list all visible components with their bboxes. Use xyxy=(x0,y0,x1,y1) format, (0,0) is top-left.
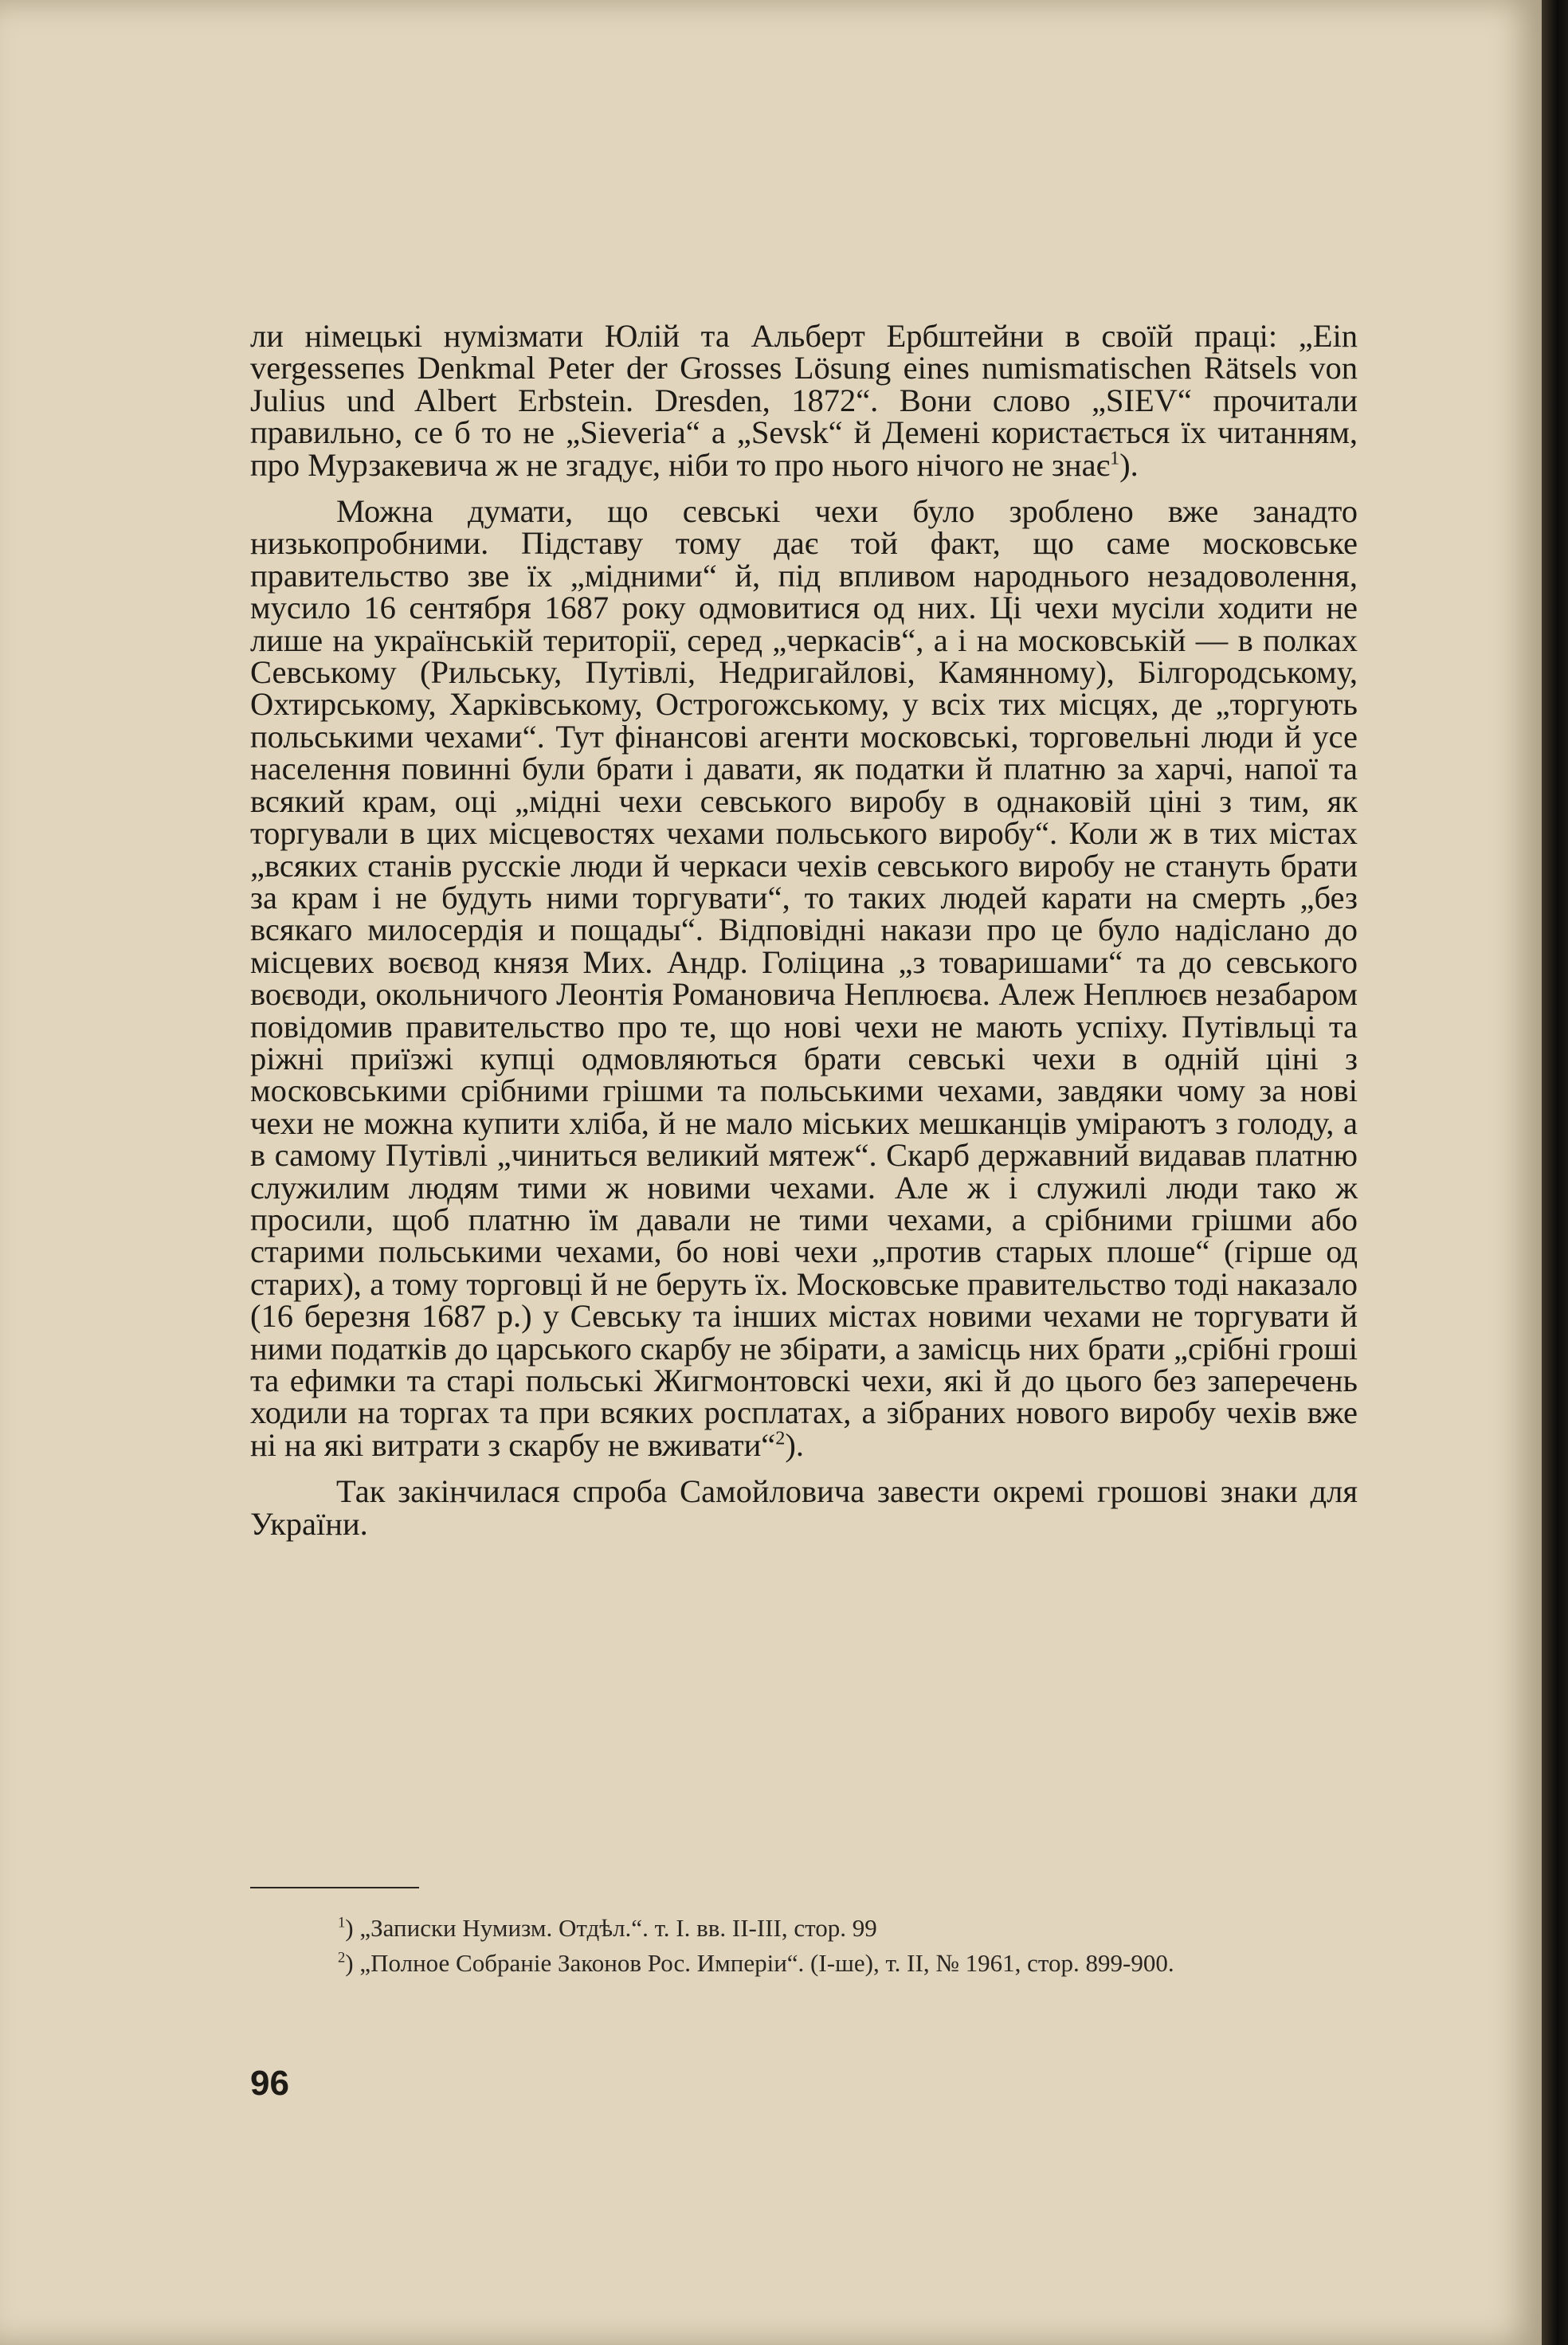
paragraph-1 xyxy=(250,320,1358,481)
book-binding-edge xyxy=(1542,0,1568,2345)
paragraph-2-tail: ). xyxy=(785,1426,805,1463)
main-text xyxy=(250,320,1358,1540)
footnote-1 xyxy=(250,1914,1358,1943)
footnote-2 xyxy=(250,1949,1358,1978)
paragraph-3 xyxy=(250,1473,1358,1542)
page-number: 96 xyxy=(250,2064,289,2103)
footnote-2-marker: 2 xyxy=(338,1949,346,1967)
footnote-1-marker: 1 xyxy=(338,1914,346,1931)
paragraph-3-text: Так закінчилася спроба Самойловича завести окремі грошові знаки для України. xyxy=(250,1473,1358,1542)
footnote-1-text: ) „Записки Нумизм. Отдѣл.“. т. І. вв. ІІ-ІІІ, стор. 99 xyxy=(345,1914,877,1942)
paragraph-2 xyxy=(250,493,1358,1463)
footnote-ref-1: 1 xyxy=(1110,447,1120,469)
footnote-ref-2: 2 xyxy=(775,1427,786,1449)
footnote-2-text: ) „Полное Собраніе Законов Рос. Имперіи“. (І-ше), т. ІІ, № 1961, стор. 899-900. xyxy=(345,1949,1174,1977)
paragraph-1-text: ли німецькі нумізмати Юлій та Альберт Ербштейни в своїй праці: „Ein vergesseпes Denkmal Peter der Grosses Lösung eines numismatischen Rätsels von Julius und Albert Erbstein. Dresden, 1872“. Вони слово „SIEV“ прочитали правильно, се б то не „Sieveria“ а „Sevsk“ й Демені користається їх читанням, про Мурзакевича ж не згадує, ніби то про нього нічого не знає xyxy=(250,318,1358,483)
paragraph-2-text: Можна думати, що севські чехи було зроблено вже занадто низькопробними. Підставу тому дає той факт, що саме московське правительство зве їх „мідними“ й, під впливом народнього незадоволення, мусило 16 сентября 1687 року одмовитися од них. Ці чехи мусіли ходити не лише на українській території, серед „черкасів“, а і на московській — в полках Севському (Рильську, Путівлі, Недригайлові, Камянному), Білгородському, Охтирському, Харківському, Острогожському, у всіх тих місцях, де „торгують польськими чехами“. Тут фінансові агенти московські, торговельні люди й усе населення повинні були брати і давати, як податки й платню за харчі, напої та всякий крам, оці „мідні чехи севського виробу в однаковій ціні з тим, як торгували в цих місцевостях чехами польського виробу“. Коли ж в тих містах „всяких станів русскіе люди й черкаси чехів севського виробу не стануть брати за крам і не будуть ними торгувати“, то таких людей карати на смерть „без всякаго милосердія и пощады“. Відповідні накази про це було надіслано до місцевих воєвод князя Мих. Андр. Голіцина „з товаришами“ та до севського воєводи, окольничого Леонтія Романовича Неплюєва. Алеж Неплюєв незабаром повідомив правительство про те, що нові чехи не мають успіху. Путівльці та ріжні приїзжі купці одмовляються брати севські чехи в одній ціні з московськими срібними грішми та польськими чехами, завдяки чому за нові чехи не можна купити хліба, й не мало міських мешканців уміраютъ з голоду, а в самому Путівлі „чиниться великий мятеж“. Скарб державний видавав платню служилим людям тими ж новими чехами. Але ж і служилі люди тако ж просили, щоб платню їм давали не тими чехами, а срібними грішми або старими польськими чехами, бо нові чехи „против старых плоше“ (гірше од старих), а тому торговці й не беруть їх. Московське правительство тоді наказало (16 березня 1687 р.) у Севську та інших містах новими чехами не торгувати й ними податків до царського скарбу не збірати, а замісць них брати „срібні гроші та ефимки та старі польські Жигмонтовскі чехи, які й до цього без заперечень ходили на торгах та при всяких росплатах, а зібраних нового виробу чехів вже ні на які витрати з скарбу не вживати“ xyxy=(250,493,1358,1463)
footnotes xyxy=(250,1914,1358,1978)
paragraph-1-tail: ). xyxy=(1119,446,1139,483)
footnote-divider xyxy=(250,1887,419,1888)
